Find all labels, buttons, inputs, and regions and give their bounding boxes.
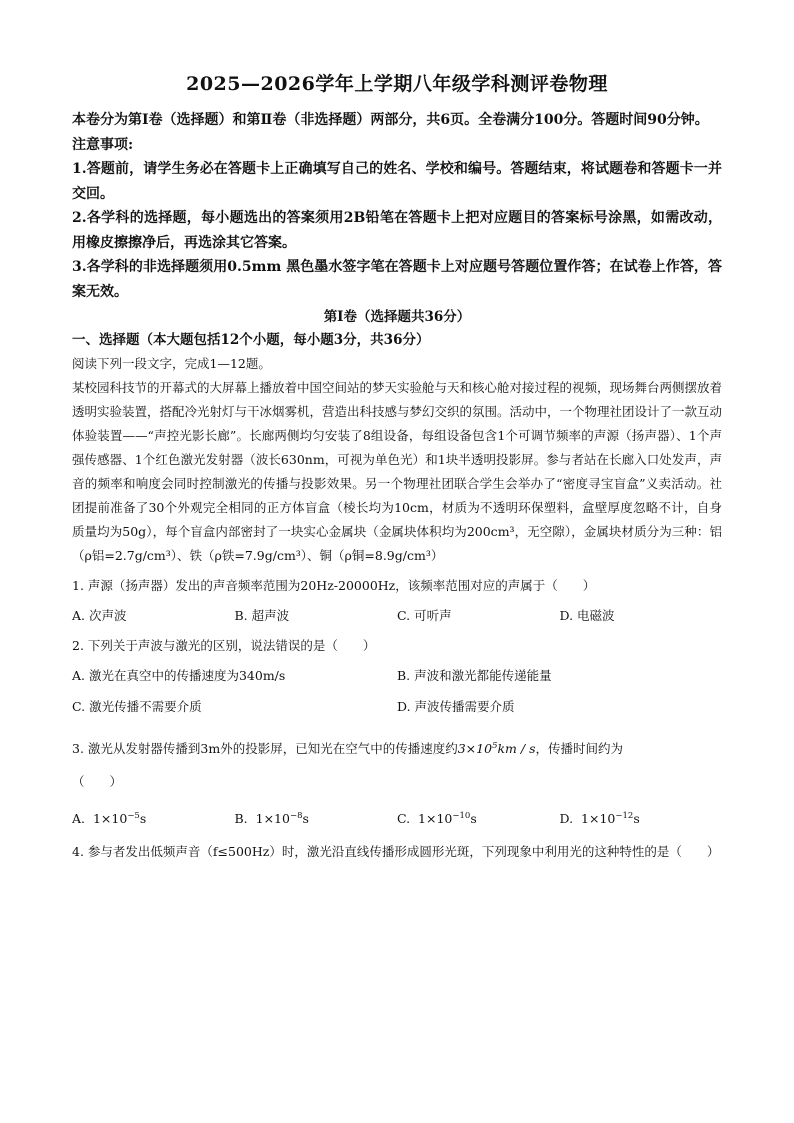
note-3: 3.各学科的非选择题须用0.5mm 黑色墨水签字笔在答题卡上对应题号答题位置作答；在试卷上作答，答案无效。 — [72, 259, 722, 300]
question-3-options — [72, 804, 722, 831]
read-instruction: 阅读下列一段文字，完成1—12题。 — [72, 356, 271, 371]
q3-option-c[interactable]: C. $1\times 10^{-10}s$ — [397, 811, 477, 827]
q3-stem-part-b: ，传播时间约为 — [535, 741, 624, 757]
q3-option-b[interactable]: B. $1\times 10^{-8}s$ — [234, 811, 309, 827]
q2-option-d[interactable]: D. 声波传播需要介质 — [397, 699, 515, 714]
question-3-stem — [72, 730, 722, 798]
note-2: 2.各学科的选择题，每小题选出的答案须用2B铅笔在答题卡上把对应题目的答案标号涂黑，如需改动，用橡皮擦擦净后，再选涂其它答案。 — [72, 210, 722, 251]
note-1: 1.答题前，请学生务必在答题卡上正确填写自己的姓名、学校和编号。答题结束，将试题卷和答题卡一并交回。 — [72, 161, 722, 202]
question-4-stem: 4. 参与者发出低频声音（f≤500Hz）时，激光沿直线传播形成圆形光斑，下列现象中利用光的这种特性的是（ ） — [72, 844, 720, 860]
q3-speed-value: $3\times 10^5km / s$ — [457, 741, 536, 757]
section-title: 第Ⅰ卷（选择题共36分） — [323, 309, 471, 325]
q1-option-b[interactable]: B. 超声波 — [234, 608, 290, 623]
notes-title: 注意事项: — [72, 136, 134, 153]
q1-option-d[interactable]: D. 电磁波 — [559, 608, 615, 623]
q2-option-b[interactable]: B. 声波和激光都能传递能量 — [397, 668, 552, 683]
question-1-stem: 1. 声源（扬声器）发出的声音频率范围为20Hz-20000Hz，该频率范围对应的声属于（ ） — [72, 578, 596, 593]
question-2-options — [72, 664, 722, 726]
q3-option-d[interactable]: D. $1\times 10^{-12}s$ — [559, 811, 640, 827]
q1-option-a[interactable]: A. 次声波 — [72, 608, 127, 623]
question-2-stem: 2. 下列关于声波与激光的区别，说法错误的是（ ） — [72, 638, 376, 653]
page-title: 2025—2026学年上学期八年级学科测评卷物理 — [186, 73, 608, 95]
q3-option-a[interactable]: A. $1\times 10^{-5}s$ — [72, 811, 147, 827]
question-1-options — [72, 604, 722, 628]
exam-intro: 本卷分为第Ⅰ卷（选择题）和第Ⅱ卷（非选择题）两部分，共6页。全卷满分100分。答题时间90分钟。 — [72, 112, 709, 128]
reading-passage: 某校园科技节的开幕式的大屏幕上播放着中国空间站的梦天实验舱与天和核心舱对接过程的视频，现场舞台两侧摆放着透明实验装置，搭配冷光射灯与干冰烟雾机，营造出科技感与梦幻交织的氛围。活动中，一个物理社团设计了一款互动体验装置——“声控光影长廊”。长廊两侧均匀安装了8组设备，每组设备包含1个可调节频率的声源（扬声器）、1个声强传感器、1个红色激光发射器（波长630nm，可视为单色光）和1块半透明投影屏。参与者站在长廊入口处发声，声音的频率和响度会同时控制激光的传播与投影效果。另一个物理社团联合学生会举办了“密度寻宝盲盒”义卖活动。社团提前准备了30个外观完全相同的正方体盲盒（棱长均为10cm，材质为不透明环保塑料，盒壁厚度忽略不计，自身质量均为50g），每个盲盒内部密封了一块实心金属块（金属块体积均为200cm³，无空隙），金属块材质分为三种：铝（ρ铝=2.7g/cm³）、铁（ρ铁=7.9g/cm³）、铜（ρ铜=8.9g/cm³） — [72, 380, 723, 563]
part-title: 一、选择题（本大题包括12个小题，每小题3分，共36分） — [72, 332, 430, 348]
q2-option-a[interactable]: A. 激光在真空中的传播速度为340m/s — [72, 668, 286, 683]
exam-page — [72, 70, 722, 868]
q3-stem-part-c: （ ） — [72, 774, 123, 790]
q1-option-c[interactable]: C. 可听声 — [397, 608, 452, 623]
q3-stem-part-a: 3. 激光从发射器传播到3m外的投影屏，已知光在空气中的传播速度约 — [72, 741, 458, 757]
q2-option-c[interactable]: C. 激光传播不需要介质 — [72, 699, 202, 714]
